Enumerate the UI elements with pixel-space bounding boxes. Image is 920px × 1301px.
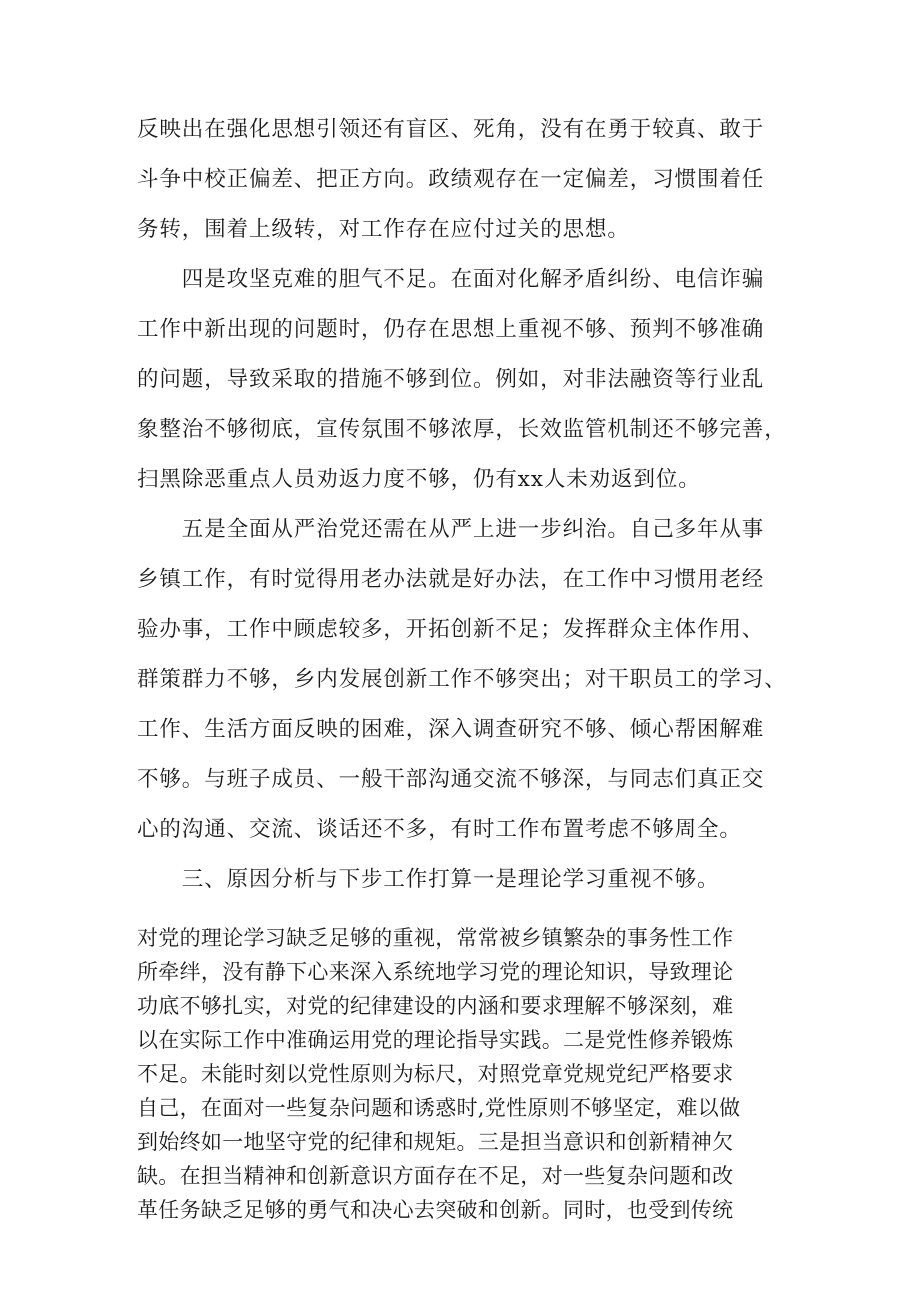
text-line: 斗争中校正偏差、把正方向。政绩观存在一定偏差，习惯围着任 [137, 167, 765, 192]
text-line: 自己，在面对一些复杂问题和诱惑时,党性原则不够坚定，难以做 [137, 1096, 741, 1120]
section-heading-line: 三、原因分析与下步工作打算一是理论学习重视不够。 [137, 867, 720, 892]
text-line: 乡镇工作，有时觉得用老办法就是好办法，在工作中习惯用老经 [137, 567, 765, 592]
text-line: 验办事，工作中顾虑较多，开拓创新不足；发挥群众主体作用、 [137, 617, 765, 642]
text-line: 到始终如一地坚守党的纪律和规矩。三是担当意识和创新精神欠 [137, 1130, 734, 1154]
text-line: 革任务缺乏足够的勇气和决心去突破和创新。同时，也受到传统 [137, 1198, 734, 1222]
text-line: 务转，围着上级转，对工作存在应付过关的思想。 [137, 217, 630, 242]
text-line: 心的沟通、交流、谈话还不多，有时工作布置考虑不够周全。 [137, 817, 742, 842]
paragraph-first-line: 四是攻坚克难的胆气不足。在面对化解矛盾纠纷、电信诈骗 [137, 267, 765, 292]
text-line: 扫黑除恶重点人员劝返力度不够，仍有xx人未劝返到位。 [137, 467, 701, 492]
text-line: 象整治不够彻底，宣传氛围不够浓厚，长效监管机制还不够完善， [137, 417, 787, 442]
text-line: 的问题，导致采取的措施不够到位。例如，对非法融资等行业乱 [137, 367, 765, 392]
text-line: 所牵绊，没有静下心来深入系统地学习党的理论知识，导致理论 [137, 960, 734, 984]
paragraph-first-line: 五是全面从严治党还需在从严上进一步纠治。自己多年从事 [137, 517, 765, 542]
text-line: 对党的理论学习缺乏足够的重视，常常被乡镇繁杂的事务性工作 [137, 926, 734, 950]
text-line: 不够。与班子成员、一般干部沟通交流不够深，与同志们真正交 [137, 767, 765, 792]
text-line: 工作、生活方面反映的困难，深入调查研究不够、倾心帮困解难 [137, 717, 765, 742]
text-line: 群策群力不够，乡内发展创新工作不够突出；对干职员工的学习、 [137, 667, 787, 692]
text-line: 反映出在强化思想引领还有盲区、死角，没有在勇于较真、敢于 [137, 117, 765, 142]
text-line: 缺。在担当精神和创新意识方面存在不足，对一些复杂问题和改 [137, 1164, 734, 1188]
text-line: 工作中新出现的问题时，仍存在思想上重视不够、预判不够准确 [137, 317, 765, 342]
text-line: 以在实际工作中准确运用党的理论指导实践。二是党性修养锻炼 [137, 1028, 734, 1052]
text-line: 不足。未能时刻以党性原则为标尺，对照党章党规党纪严格要求 [137, 1062, 734, 1086]
text-line: 功底不够扎实，对党的纪律建设的内涵和要求理解不够深刻，难 [137, 994, 734, 1018]
